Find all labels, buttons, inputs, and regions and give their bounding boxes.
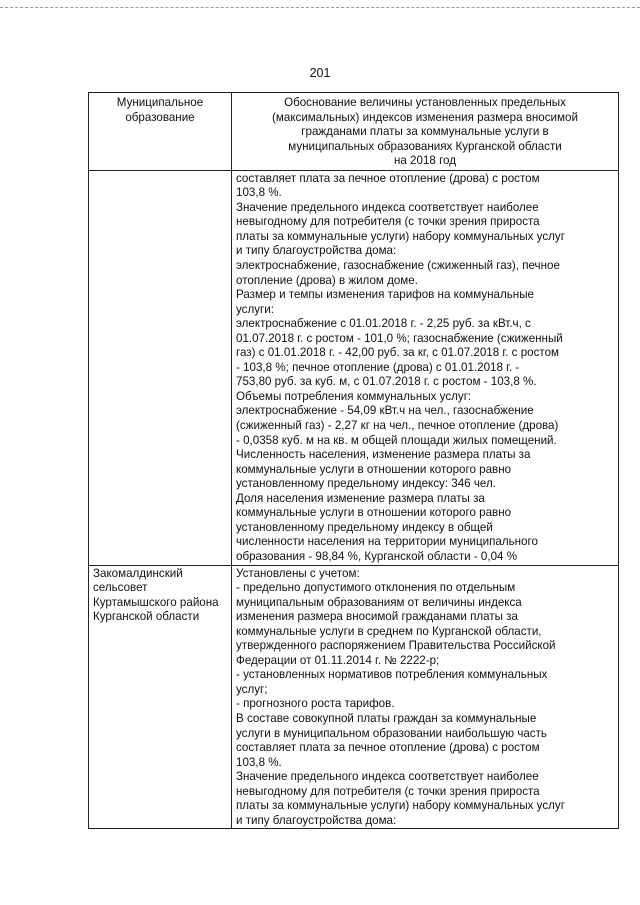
municipality-line: сельсовет	[93, 581, 148, 595]
header-municipality	[89, 93, 232, 171]
text-line: коммунальные услуги в отношении которого равно	[236, 462, 512, 476]
text-line: 103,8 %.	[236, 755, 282, 769]
header-line: гражданами платы за коммунальные услуги в	[301, 125, 549, 139]
table-row	[89, 170, 619, 565]
table-header-row	[89, 93, 619, 171]
text-line: Установлены с учетом:	[236, 566, 360, 580]
text-line: услуги в муниципальном образовании наибольшую часть	[236, 726, 547, 740]
text-line: изменения размера вносимой гражданами платы за	[236, 610, 518, 624]
text-line: газ) с 01.01.2018 г. - 42,00 руб. за кг, с 01.07.2018 г. с ростом	[236, 346, 559, 360]
text-line: коммунальные услуги в среднем по Курганской области,	[236, 624, 542, 638]
text-line: - 103,8 %; печное отопление (дрова) с 01.01.2018 г. -	[236, 360, 520, 374]
text-line: и типу благоустройства дома:	[236, 244, 397, 258]
text-line: электроснабжение - 54,09 кВт.ч на чел., газоснабжение	[236, 404, 534, 418]
text-line: - 0,0358 куб. м на кв. м общей площади жилых помещений.	[236, 433, 557, 447]
text-line: Численность населения, изменение размера платы за	[236, 448, 531, 462]
text-line: утвержденного распоряжением Правительства Российской	[236, 639, 556, 653]
text-line: - установленных нормативов потребления коммунальных	[236, 668, 548, 682]
text-line: услуги:	[236, 302, 274, 316]
municipality-cell	[89, 170, 232, 565]
header-line: муниципальных образованиях Курганской области	[288, 139, 562, 153]
text-line: и типу благоустройства дома:	[236, 813, 397, 827]
text-line: платы за коммунальные услуги) набору коммунальных услуг	[236, 799, 565, 813]
text-line: 753,80 руб. за куб. м, с 01.07.2018 г. с ростом - 103,8 %.	[236, 375, 537, 389]
municipality-line: Курганской области	[93, 610, 200, 624]
table-row	[89, 565, 619, 829]
page-number: 201	[309, 66, 331, 80]
municipality-line: Куртамышского района	[93, 595, 219, 609]
header-justification	[232, 93, 619, 171]
header-line: Муниципальное	[116, 96, 204, 109]
text-line: 01.07.2018 г. с ростом - 101,0 %; газоснабжение (сжиженный	[236, 331, 563, 345]
text-line: В составе совокупной платы граждан за коммунальные	[236, 711, 537, 725]
text-line: Федерации от 01.11.2014 г. № 2222-р;	[236, 653, 440, 667]
top-scan-rule	[0, 7, 640, 8]
text-line: невыгодному для потребителя (с точки зрения прироста	[236, 784, 540, 798]
text-line: - прогнозного роста тарифов.	[236, 697, 395, 711]
text-line: численности населения на территории муниципального	[236, 535, 538, 549]
text-line: платы за коммунальные услуги) набору коммунальных услуг	[236, 229, 565, 243]
text-line: Размер и темпы изменения тарифов на коммунальные	[236, 288, 534, 302]
text-line: Значение предельного индекса соответствует наиболее	[236, 200, 539, 214]
text-line: муниципальным образованиям от величины индекса	[236, 595, 522, 609]
text-line: услуг;	[236, 682, 268, 696]
tariff-justification-table	[88, 92, 619, 829]
text-line: Значение предельного индекса соответствует наиболее	[236, 770, 539, 784]
text-line: составляет плата за печное отопление (дрова) с ростом	[236, 171, 540, 185]
text-line: электроснабжение, газоснабжение (сжиженный газ), печное	[236, 259, 560, 273]
text-line: образования - 98,84 %, Курганской области - 0,04 %	[236, 549, 518, 563]
text-line: Доля населения изменение размера платы за	[236, 491, 485, 505]
header-line: Обоснование величины установленных предельных	[284, 96, 566, 109]
header-line: образование	[125, 110, 195, 124]
header-line: (максимальных) индексов изменения размера вносимой	[272, 110, 578, 124]
text-line: (сжиженный газ) - 2,27 кг на чел., печное отопление (дрова)	[236, 419, 559, 433]
text-line: установленному предельному индексу: 346 чел.	[236, 477, 496, 491]
text-line: Объемы потребления коммунальных услуг:	[236, 389, 472, 403]
text-line: невыгодному для потребителя (с точки зрения прироста	[236, 215, 540, 229]
justification-cell	[232, 170, 619, 565]
text-line: коммунальные услуги в отношении которого равно	[236, 506, 512, 520]
header-line: на 2018 год	[393, 154, 457, 168]
municipality-line: Закомалдинский	[93, 566, 183, 580]
text-line: 103,8 %.	[236, 186, 282, 200]
text-line: составляет плата за печное отопление (дрова) с ростом	[236, 741, 540, 755]
text-line: электроснабжение с 01.01.2018 г. - 2,25 руб. за кВт.ч, с	[236, 317, 531, 331]
justification-cell	[232, 565, 619, 829]
text-line: установленному предельному индексу в общей	[236, 520, 493, 534]
municipality-cell	[89, 565, 232, 829]
text-line: - предельно допустимого отклонения по отдельным	[236, 581, 516, 595]
text-line: отопление (дрова) в жилом доме.	[236, 273, 418, 287]
